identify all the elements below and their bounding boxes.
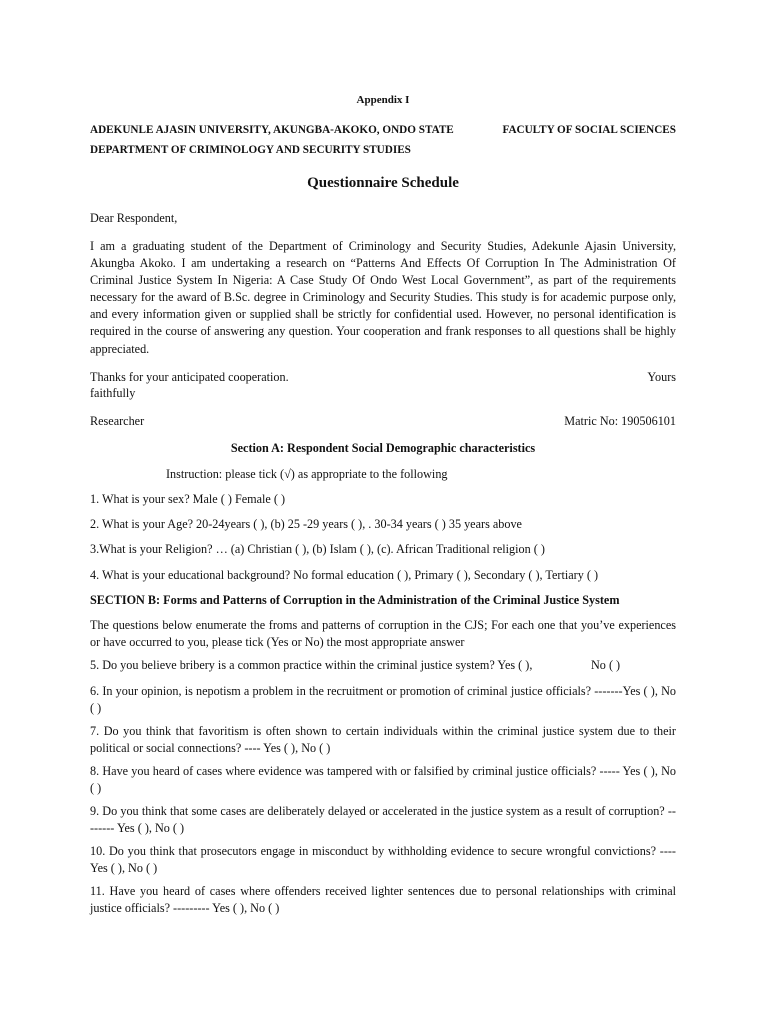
researcher-label: Researcher	[90, 414, 145, 428]
question-3: 3.What is your Religion? … (a) Christian ( ), (b) Islam ( ), (c). African Traditional religion ( )	[90, 542, 545, 556]
question-9: 9. Do you think that some cases are deliberately delayed or accelerated in the justice system as a result of corruption? -------- Yes ( ), No ( )	[90, 804, 676, 835]
question-4: 4. What is your educational background? No formal education ( ), Primary ( ), Secondary ( ), Tertiary ( )	[90, 568, 599, 582]
department-name: DEPARTMENT OF CRIMINOLOGY AND SECURITY STUDIES	[90, 144, 411, 156]
yours-text: Yours	[647, 370, 676, 384]
matric-number: Matric No: 190506101	[564, 414, 676, 428]
page-title: Questionnaire Schedule	[307, 175, 459, 191]
salutation: Dear Respondent,	[90, 211, 178, 225]
thanks-row	[90, 369, 676, 386]
letter-body: I am a graduating student of the Department of Criminology and Security Studies, Adekunle Ajasin University, Akungba Akoko. I am undertaking a research on “Patterns And Effects Of Corruption In The Administration Of Criminal Justice System In Nigeria: A Case Study Of Ondo West Local Government”, as part of the requirements necessary for the award of B.Sc. degree in Criminology and Security Studies. This study is for academic purpose only, and every information given or supplied shall be strictly for confidential used. However, no personal identification is required in the course of answering any question. Your cooperation and frank responses to all questions shall be highly appreciated.	[90, 239, 676, 356]
section-b-heading: SECTION B: Forms and Patterns of Corruption in the Administration of the Criminal Justice System	[90, 593, 620, 607]
faculty-name: FACULTY OF SOCIAL SCIENCES	[502, 124, 676, 136]
question-10: 10. Do you think that prosecutors engage in misconduct by withholding evidence to secure wrongful convictions? ---- Yes ( ), No ( )	[90, 844, 676, 875]
question-5-text: 5. Do you believe bribery is a common practice within the criminal justice system? Yes ( ),	[90, 658, 533, 672]
section-a-heading: Section A: Respondent Social Demographic characteristics	[230, 441, 536, 455]
university-name: ADEKUNLE AJASIN UNIVERSITY, AKUNGBA-AKOKO, ONDO STATE	[90, 124, 454, 136]
question-2: 2. What is your Age? 20-24years ( ), (b) 25 -29 years ( ), . 30-34 years ( ) 35 years above	[90, 517, 522, 531]
question-8: 8. Have you heard of cases where evidence was tampered with or falsified by criminal justice officials? ----- Yes ( ), No ( )	[90, 764, 676, 795]
section-b-intro: The questions below enumerate the froms and patterns of corruption in the CJS; For each one that you’ve experiences or have occurred to you, please tick (Yes or No) the most appropriate answer	[90, 618, 676, 649]
question-7: 7. Do you think that favoritism is often shown to certain individuals within the criminal justice system due to their political or social connections? ---- Yes ( ), No ( )	[90, 724, 676, 755]
question-11: 11. Have you heard of cases where offenders received lighter sentences due to personal relationships with criminal justice officials? --------- Yes ( ), No ( )	[90, 884, 676, 915]
appendix-label: Appendix I	[356, 94, 410, 106]
faithfully-text: faithfully	[90, 386, 136, 400]
section-a-instruction: Instruction: please tick (√) as appropriate to the following	[166, 467, 448, 481]
thanks-text: Thanks for your anticipated cooperation.	[90, 370, 289, 384]
question-5	[90, 657, 676, 674]
question-1: 1. What is your sex? Male ( ) Female ( )	[90, 492, 286, 506]
question-5-no: No ( )	[591, 658, 621, 672]
question-6: 6. In your opinion, is nepotism a problem in the recruitment or promotion of criminal justice officials? -------Yes ( ), No ( )	[90, 684, 676, 715]
institution-header	[90, 122, 676, 139]
signature-row	[90, 413, 676, 430]
